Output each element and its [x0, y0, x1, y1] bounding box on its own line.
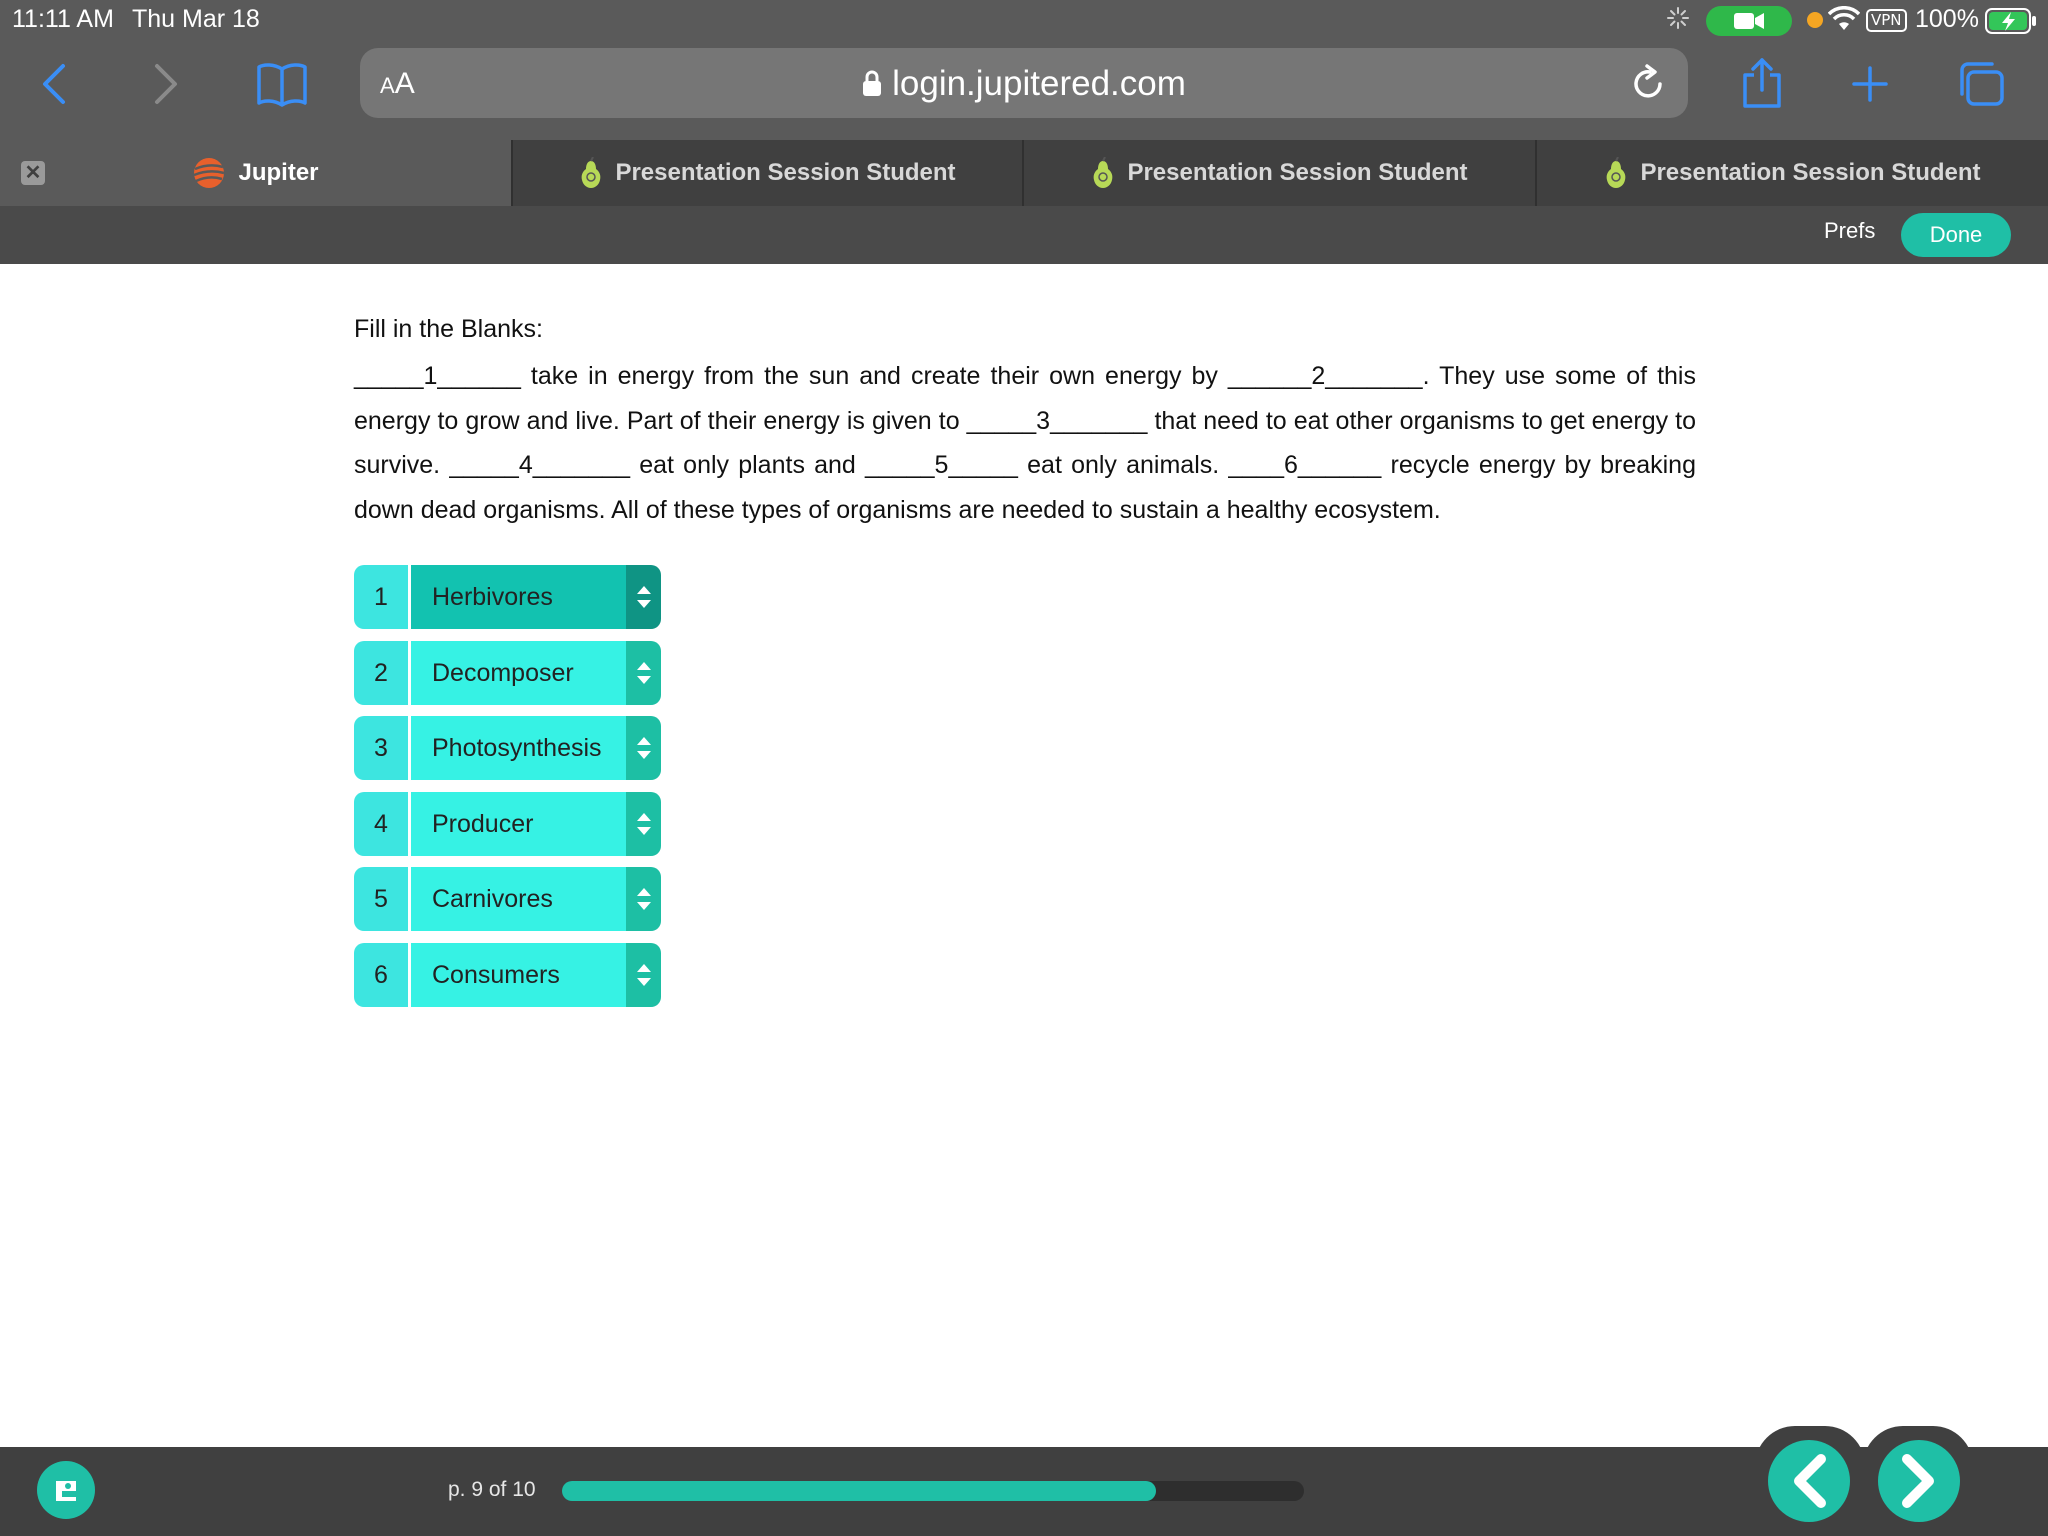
- done-button[interactable]: Done: [1901, 213, 2011, 257]
- answer-number: 1: [354, 565, 408, 629]
- answer-number: 3: [354, 716, 408, 780]
- tab-overview-icon[interactable]: [1956, 60, 2006, 108]
- microphone-indicator-dot: [1807, 12, 1823, 28]
- tab-label: Presentation Session Student: [1127, 159, 1468, 186]
- url-display[interactable]: [360, 64, 1688, 106]
- forward-arrow-icon[interactable]: [146, 62, 186, 106]
- prefs-link[interactable]: Prefs: [1824, 218, 1876, 243]
- answer-row-3: [354, 716, 661, 780]
- pear-deck-icon: [1091, 157, 1115, 189]
- answer-select-5[interactable]: Carnivores: [411, 867, 626, 931]
- answer-row-6: [354, 943, 661, 1007]
- answer-row-4: [354, 792, 661, 856]
- select-arrows-icon[interactable]: [626, 716, 661, 780]
- progress-fill: [562, 1481, 1156, 1501]
- share-icon[interactable]: [1740, 56, 1784, 110]
- activity-spinner-icon: [1666, 6, 1690, 30]
- camera-in-use-indicator: [1706, 6, 1792, 36]
- answer-select-1[interactable]: Herbivores: [411, 565, 626, 629]
- text-size-small-a: A: [380, 73, 395, 98]
- tab-bar: [0, 140, 2048, 206]
- address-bar[interactable]: [360, 48, 1688, 118]
- answer-select-6[interactable]: Consumers: [411, 943, 626, 1007]
- chevron-left-icon: [1787, 1453, 1831, 1509]
- answer-number: 2: [354, 641, 408, 705]
- pear-deck-icon: [1604, 157, 1628, 189]
- status-time: 11:11 AM: [12, 5, 114, 33]
- tab-presentation-session-1[interactable]: [513, 140, 1022, 206]
- tab-label: Jupiter: [238, 159, 319, 186]
- wifi-icon: [1828, 6, 1860, 37]
- answer-select-3[interactable]: Photosynthesis: [411, 716, 626, 780]
- new-tab-plus-icon[interactable]: [1850, 64, 1890, 104]
- url-text: login.jupitered.com: [892, 64, 1186, 103]
- select-arrows-icon[interactable]: [626, 565, 661, 629]
- answer-row-1: [354, 565, 661, 629]
- chevron-right-icon: [1897, 1453, 1941, 1509]
- pear-deck-icon: [579, 157, 603, 189]
- tab-jupiter[interactable]: [0, 140, 511, 206]
- bottom-bar: [0, 1447, 2048, 1536]
- bookmarks-book-icon[interactable]: [254, 60, 310, 108]
- tab-label: Presentation Session Student: [615, 159, 956, 186]
- battery-charging-icon: [1985, 8, 2037, 39]
- prefs-bar: [0, 206, 2048, 264]
- reload-icon[interactable]: [1630, 64, 1666, 107]
- instructions-heading: Fill in the Blanks:: [354, 315, 543, 343]
- select-arrows-icon[interactable]: [626, 792, 661, 856]
- jupiter-logo-icon: [192, 156, 226, 190]
- question-content: [354, 314, 1696, 532]
- status-bar: [0, 0, 2048, 40]
- page-indicator: p. 9 of 10: [448, 1478, 536, 1501]
- answer-row-5: [354, 867, 661, 931]
- tab-presentation-session-2[interactable]: [1024, 140, 1535, 206]
- select-arrows-icon[interactable]: [626, 867, 661, 931]
- battery-percent: 100%: [1915, 5, 1979, 33]
- video-camera-icon: [1734, 12, 1764, 30]
- answer-row-2: [354, 641, 661, 705]
- previous-slide-button[interactable]: [1768, 1440, 1850, 1522]
- answer-number: 4: [354, 792, 408, 856]
- browser-toolbar: [0, 40, 2048, 140]
- select-arrows-icon[interactable]: [626, 641, 661, 705]
- tab-label: Presentation Session Student: [1640, 159, 1981, 186]
- answer-select-2[interactable]: Decomposer: [411, 641, 626, 705]
- fill-in-passage: _____1______ take in energy from the sun and create their own energy by ______2_______. They use some of this energy to grow and live. Part of their energy is given to _____3_______ that need to eat other organisms to get energy to survive. _____4_______ eat only plants and _____5_____ eat only animals. ____6______ recycle energy by breaking down dead organisms. All of these types of organisms are needed to sustain a healthy ecosystem.: [354, 362, 1696, 524]
- lock-icon: [862, 66, 882, 106]
- status-date: Thu Mar 18: [132, 5, 260, 33]
- tab-presentation-session-3[interactable]: [1537, 140, 2048, 206]
- answer-number: 5: [354, 867, 408, 931]
- text-size-large-a: A: [394, 67, 415, 100]
- close-tab-icon[interactable]: ✕: [21, 161, 45, 185]
- answer-number: 6: [354, 943, 408, 1007]
- back-arrow-icon[interactable]: [34, 62, 74, 106]
- pear-deck-logo-icon: [37, 1461, 95, 1519]
- vpn-badge: VPN: [1866, 9, 1907, 32]
- progress-bar: [562, 1481, 1304, 1501]
- app-logo-button[interactable]: [37, 1461, 95, 1519]
- answer-select-4[interactable]: Producer: [411, 792, 626, 856]
- select-arrows-icon[interactable]: [626, 943, 661, 1007]
- next-slide-button[interactable]: [1878, 1440, 1960, 1522]
